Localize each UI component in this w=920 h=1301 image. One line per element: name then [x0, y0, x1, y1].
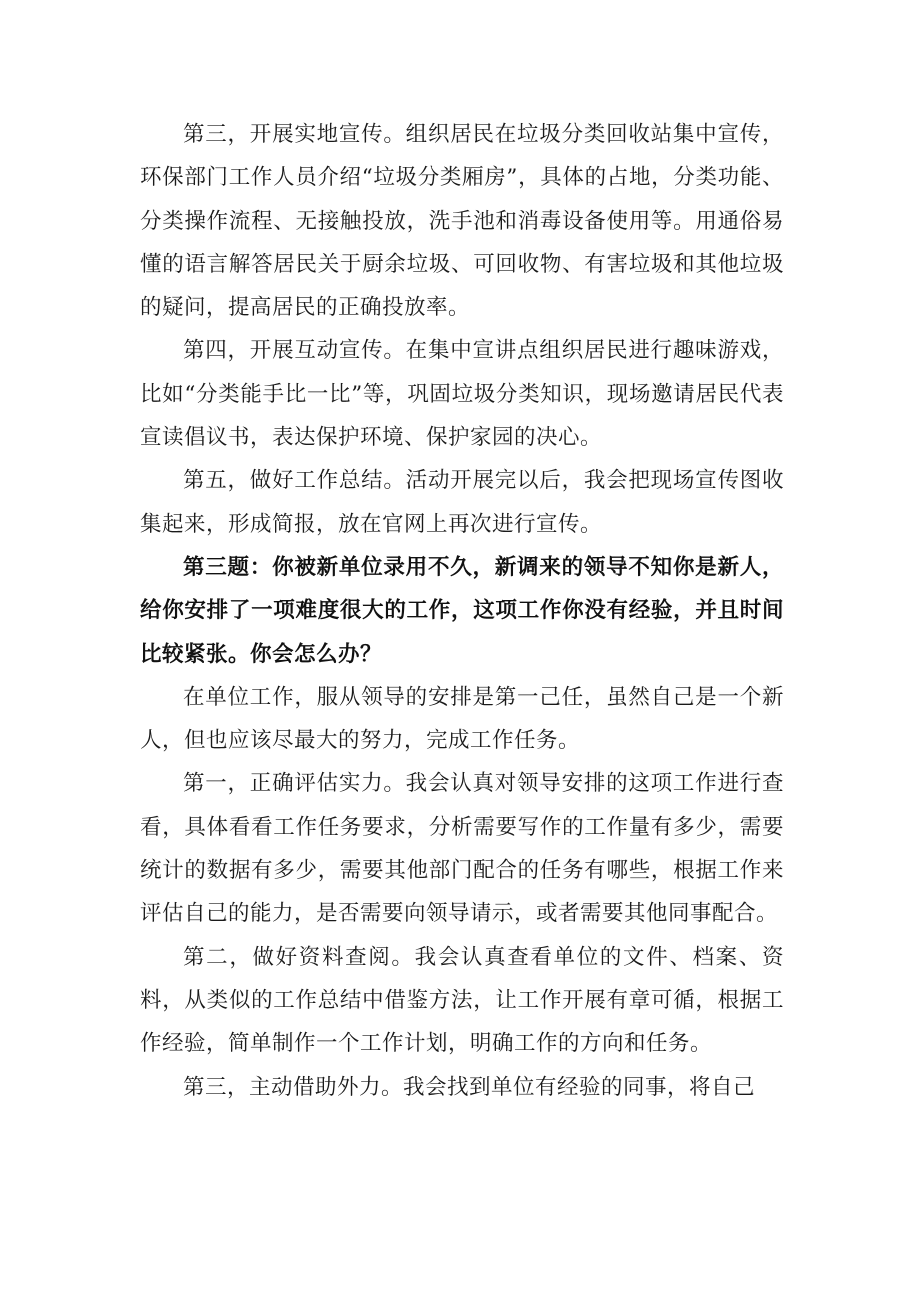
paragraph-evaluate-ability: 第一，正确评估实力。我会认真对领导安排的这项工作进行查看，具体看看工作任务要求，分析需要写作的工作量有多少，需要统计的数据有多少，需要其他部门配合的任务有哪些，根据工作来评估自己的能力，是否需要向领导请示，或者需要其他同事配合。 — [140, 771, 784, 927]
paragraph-work-summary: 第五，做好工作总结。活动开展完以后，我会把现场宣传图收集起来，形成简报，放在官网上再次进行宣传。 — [140, 468, 784, 537]
paragraph-practical-promotion: 第三，开展实地宣传。组织居民在垃圾分类回收站集中宣传，环保部门工作人员介绍“垃圾分类厢房”，具体的占地，分类功能、分类操作流程、无接触投放，洗手池和消毒设备使用等。用通俗易懂的语言解答居民关于厨余垃圾、可回收物、有害垃圾和其他垃圾的疑问，提高居民的正确投放率。 — [140, 122, 784, 321]
document-page — [140, 113, 784, 1109]
paragraph-review-materials: 第二，做好资料查阅。我会认真查看单位的文件、档案、资料，从类似的工作总结中借鉴方法，让工作开展有章可循，根据工作经验，简单制作一个工作计划，明确工作的方向和任务。 — [140, 944, 784, 1057]
paragraph-answer-intro: 在单位工作，服从领导的安排是第一己任，虽然自己是一个新人，但也应该尽最大的努力，完成工作任务。 — [140, 684, 784, 754]
paragraph-seek-help: 第三，主动借助外力。我会找到单位有经验的同事，将自己 — [183, 1074, 756, 1100]
paragraph-interactive-promotion: 第四，开展互动宣传。在集中宣讲点组织居民进行趣味游戏，比如“分类能手比一比”等，巩固垃圾分类知识，现场邀请居民代表宣读倡议书，表达保护环境、保护家园的决心。 — [140, 338, 784, 451]
question-heading: 第三题：你被新单位录用不久，新调来的领导不知你是新人，给你安排了一项难度很大的工作，这项工作你没有经验，并且时间比较紧张。你会怎么办？ — [140, 554, 784, 667]
